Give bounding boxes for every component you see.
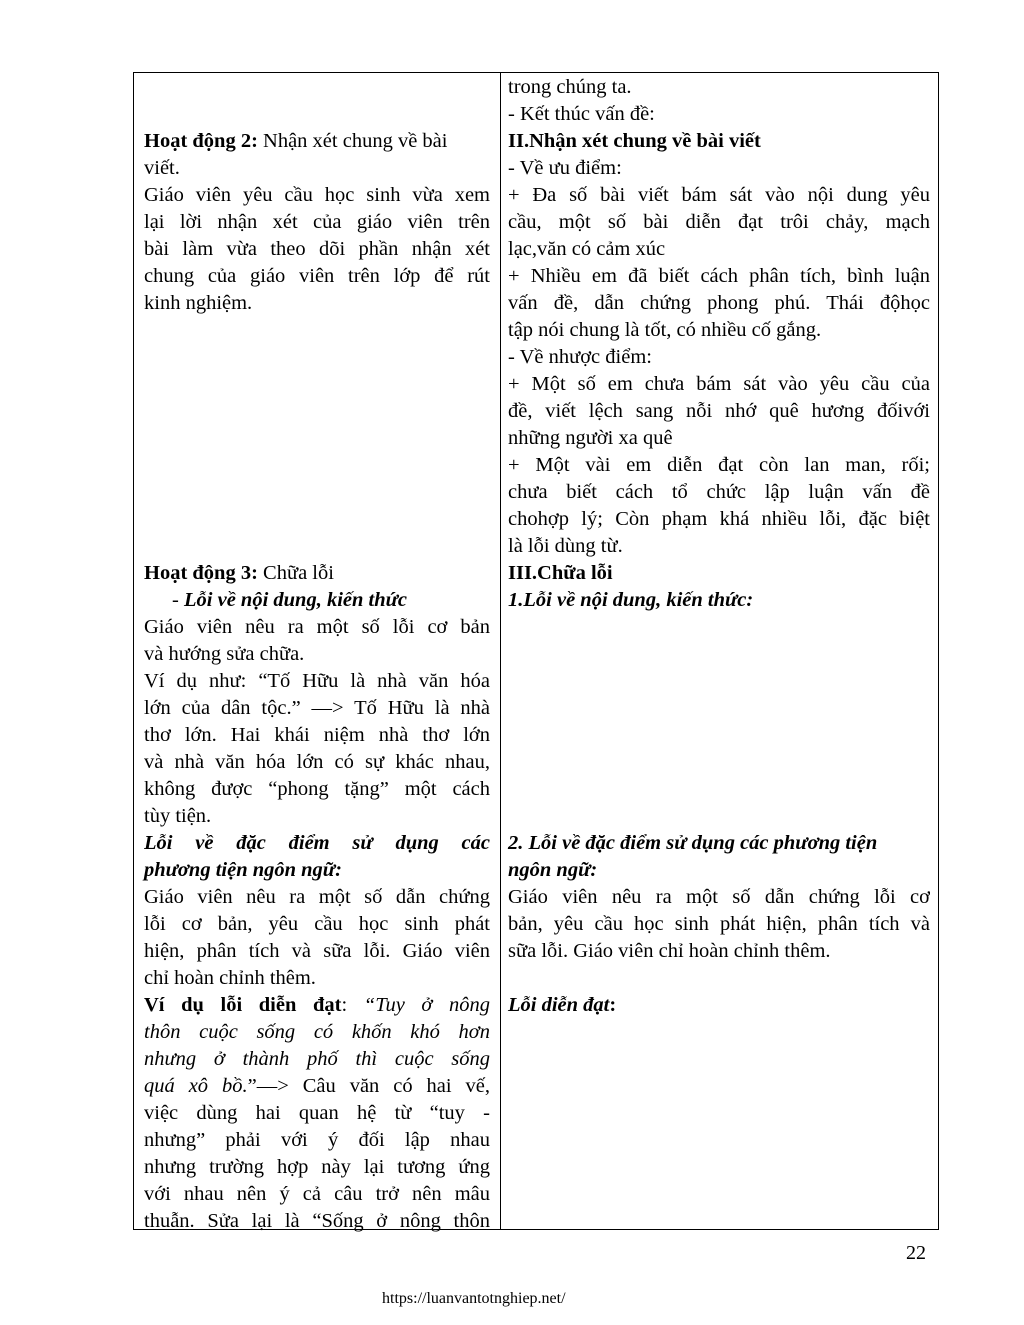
text-line: là lỗi dùng từ. [508,535,623,557]
subsection-2-heading-cont: ngôn ngữ: [508,859,598,881]
footer-url: https://luanvantotnghiep.net/ [382,1290,566,1307]
activity-3-label: Hoạt động 3: [144,562,258,584]
example-line [144,1073,490,1100]
text-line: việc dùng hai quan hệ từ “tuy - [144,1102,490,1124]
section-2-heading: II.Nhận xét chung về bài viết [508,130,761,152]
text-line: Giáo viên nêu ra một số lỗi cơ bản [144,616,490,638]
text-line: nhưng trường hợp này lại tương ứng [144,1156,490,1178]
text-line: trong chúng ta. [508,76,632,98]
text-line: tùy tiện. [144,805,212,827]
text-line: vấn đề, dẫn chứng phong phú. Thái độhọc [508,292,930,314]
text-line: tập nói chung là tốt, có nhiều cố gắng. [508,319,822,341]
text-line: Giáo viên nêu ra một số dẫn chứng lỗi cơ [508,886,930,908]
text-line: và hướng sửa chữa. [144,643,305,665]
example-label: Ví dụ lỗi diễn đạt [144,994,342,1016]
text-line: Giáo viên nêu ra một số dẫn chứng [144,886,490,908]
text-line: và nhà văn hóa lớn có sự khác nhau, [144,751,490,773]
activity-3-heading [144,560,490,587]
text-line: viết. [144,157,180,179]
text-line: + Một vài em diễn đạt còn lan man, rối; [508,454,930,476]
example-colon: : [341,994,364,1016]
text-line: - Kết thúc vấn đề: [508,103,655,125]
text-line: bản, yêu cầu học sinh phát hiện, phân tích và [508,913,930,935]
lesson-table [133,72,939,1230]
language-error-heading-cont: phương tiện ngôn ngữ: [144,859,342,881]
text-line: sữa lỗi. Giáo viên chỉ hoàn chỉnh thêm. [508,940,831,962]
page-number: 22 [906,1242,926,1264]
text-line: thuẫn. Sửa lại là “Sống ở nông thôn [144,1210,490,1232]
example-comment: ”—> Câu văn có hai vế, [247,1075,490,1097]
text-line: chohợp lý; Còn phạm khá nhiều lỗi, đặc biệt [508,508,930,530]
text-line: Giáo viên yêu cầu học sinh vừa xem [144,184,490,206]
text-line: lạc,văn có cảm xúc [508,238,666,260]
text-line: - Về ưu điểm: [508,157,622,179]
text-line: lỗi cơ bản, yêu cầu học sinh phát [144,913,490,935]
text-line: đề, viết lệch sang nỗi nhớ quê hương đốivới [508,400,930,422]
example-line: thôn cuộc sống có khốn khó hơn [144,1021,490,1043]
subsection-2-heading: 2. Lỗi về đặc điểm sử dụng các phương tiện [508,832,878,854]
language-error-heading: Lỗi về đặc điểm sử dụng các [144,832,490,854]
expression-error-colon: : [609,994,617,1016]
text-line: không được “phong tặng” một cách [144,778,490,800]
activity-2-heading [144,128,490,155]
text-line: lại lời nhận xét của giáo viên trên [144,211,490,233]
text-line: + Một số em chưa bám sát vào yêu cầu của [508,373,930,395]
text-line: + Đa số bài viết bám sát vào nội dung yêu [508,184,930,206]
text-line: với nhau nên ý cả câu trở nên mâu [144,1183,490,1205]
text-line: - Về nhược điểm: [508,346,652,368]
activity-2-title: Nhận xét chung về bài [257,130,448,152]
bullet-item [144,587,490,614]
bullet-dash: - [172,589,179,611]
section-3-heading: III.Chữa lỗi [508,562,613,584]
column-divider [500,73,501,1229]
example-quote-end: quá xô bồ. [144,1075,248,1097]
expression-error-label: Lỗi diễn đạt [508,994,610,1016]
text-line: kinh nghiệm. [144,292,253,314]
activity-2-label: Hoạt động 2: [144,130,258,152]
text-line: cầu, một số bài diễn đạt trôi chảy, mạch [508,211,930,233]
example-line: nhưng ở thành phố thì cuộc sống [144,1048,490,1070]
text-line: chỉ hoàn chỉnh thêm. [144,967,316,989]
text-line: lớn của dân tộc.” —> Tố Hữu là nhà [144,697,490,719]
text-line: chưa biết cách tổ chức lập luận vấn đề [508,481,930,503]
text-line: Ví dụ như: “Tố Hữu là nhà văn hóa [144,670,490,692]
expression-error-heading [508,992,930,1019]
text-line: những người xa quê [508,427,673,449]
text-line: nhưng” phải với ý đối lập nhau [144,1129,490,1151]
text-line: + Nhiều em đã biết cách phân tích, bình luận [508,265,930,287]
bullet-text: Lỗi về nội dung, kiến thức [184,589,407,611]
example-quote: “Tuy ở nông [363,994,490,1016]
text-line: hiện, phân tích và sữa lỗi. Giáo viên [144,940,490,962]
activity-3-title: Chữa lỗi [257,562,334,584]
text-line: chung của giáo viên trên lớp để rút [144,265,490,287]
example-line [144,992,490,1019]
subsection-1-heading: 1.Lỗi về nội dung, kiến thức: [508,589,754,611]
text-line: thơ lớn. Hai khái niệm nhà thơ lớn [144,724,490,746]
text-line: bài làm vừa theo dõi phần nhận xét [144,238,490,260]
